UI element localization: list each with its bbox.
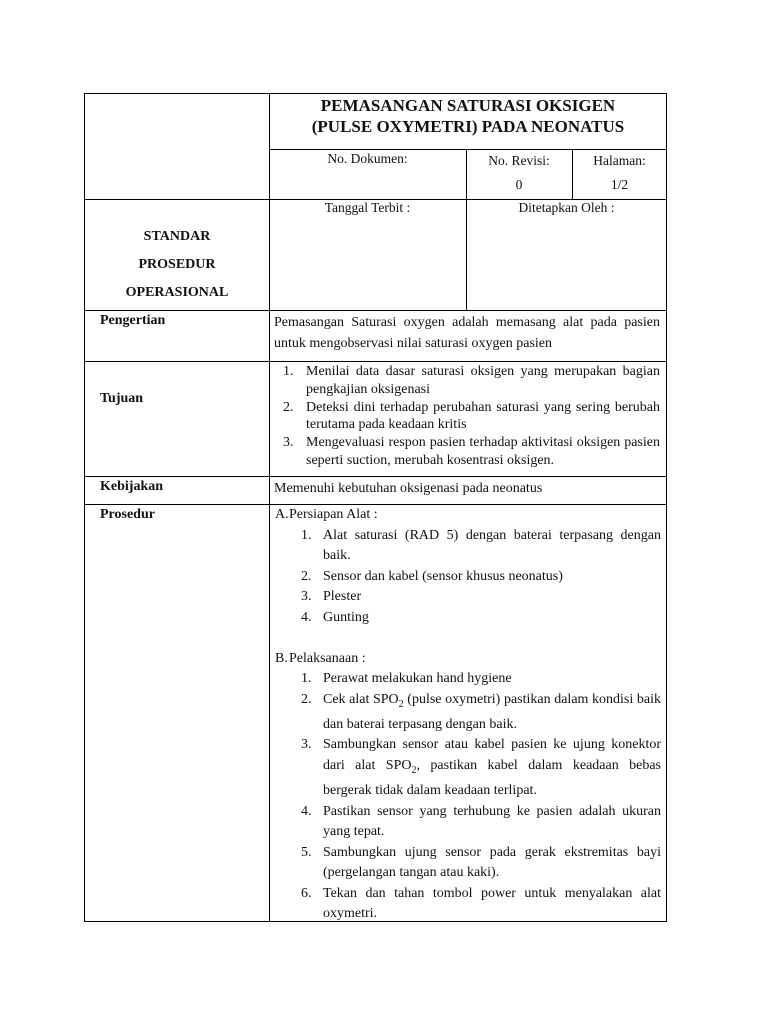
item-text-post: , pastikan kabel dalam keadaan bebas bergerak tidak dalam keadaan terlipat. xyxy=(323,757,661,799)
section-b-title xyxy=(273,649,661,670)
item-text: Sambungkan ujung sensor pada gerak ekstremitas bayi (pergelangan tangan atau kaki). xyxy=(323,844,661,881)
row-divider xyxy=(85,310,667,311)
kebijakan-text: Memenuhi kebutuhan oksigenasi pada neonatus xyxy=(274,481,543,496)
no-dokumen-cell xyxy=(269,149,466,169)
pengertian-label: Pengertian xyxy=(100,313,166,328)
document-title xyxy=(269,94,667,137)
persiapan-item xyxy=(273,587,661,608)
sop-document xyxy=(84,93,667,922)
item-text: Perawat melakukan hand hygiene xyxy=(323,671,512,686)
item-text: Alat saturasi (RAD 5) dengan baterai terpasang dengan baik. xyxy=(323,527,661,563)
section-number: B. xyxy=(275,650,288,666)
item-number: 1. xyxy=(301,527,312,543)
item-text-pre: Sambungkan sensor atau kabel pasien ke ujung konektor dari alat SPO xyxy=(323,737,661,773)
row-divider xyxy=(85,361,667,362)
item-number: 3. xyxy=(283,435,294,451)
persiapan-item xyxy=(273,567,661,588)
subscript: 2 xyxy=(411,764,417,776)
item-number: 1. xyxy=(301,671,312,686)
tujuan-item xyxy=(274,363,660,399)
item-text: Deteksi dini terhadap perubahan saturasi yang sering berubah terutama pada keadaan kritis xyxy=(306,399,660,433)
pelaksanaan-item xyxy=(273,884,661,925)
item-text: Pastikan sensor yang terhubung ke pasien adalah ukuran yang tepat. xyxy=(323,803,661,840)
pelaksanaan-item xyxy=(273,843,661,884)
title-line-2: (PULSE OXYMETRI) PADA NEONATUS xyxy=(311,117,625,136)
item-text: Tekan dan tahan tombol power untuk menyalakan alat oxymetri. xyxy=(323,885,661,922)
item-text-pre: Cek alat SPO xyxy=(323,691,399,707)
pelaksanaan-item xyxy=(273,669,661,690)
item-number: 3. xyxy=(301,737,312,753)
item-number: 6. xyxy=(301,885,312,901)
item-number: 4. xyxy=(301,609,312,625)
section-a-title xyxy=(273,505,661,526)
tanggal-terbit-label: Tanggal Terbit : xyxy=(324,200,411,215)
halaman-value: 1/2 xyxy=(610,177,629,192)
tujuan-item xyxy=(274,434,660,470)
tujuan-list xyxy=(274,363,660,470)
title-line-1: PEMASANGAN SATURASI OKSIGEN xyxy=(320,96,616,115)
sop-label xyxy=(85,223,269,307)
pelaksanaan-item xyxy=(273,690,661,736)
no-revisi-label: No. Revisi: xyxy=(488,153,550,168)
item-text: Menilai data dasar saturasi oksigen yang merupakan bagian pengkajian oksigenasi xyxy=(306,364,660,397)
spacer xyxy=(273,628,661,649)
pelaksanaan-item xyxy=(273,802,661,843)
sop-line-3: OPERASIONAL xyxy=(125,285,229,300)
no-revisi-cell xyxy=(466,149,572,197)
item-text: Gunting xyxy=(323,609,369,625)
pengertian-text: Pemasangan Saturasi oxygen adalah memasang alat pada pasien untuk mengobservasi nilai saturasi oxygen pasien xyxy=(274,315,660,351)
item-number: 1. xyxy=(283,364,294,379)
item-number: 5. xyxy=(301,844,312,860)
row-divider xyxy=(85,476,667,477)
persiapan-item xyxy=(273,526,661,567)
item-text: Mengevaluasi respon pasien terhadap aktivitasi oksigen pasien seperti suction, merubah kosentrasi oksigen. xyxy=(306,435,660,468)
persiapan-item xyxy=(273,608,661,629)
kebijakan-label: Kebijakan xyxy=(100,479,164,494)
prosedur-content xyxy=(273,505,661,925)
item-number: 3. xyxy=(301,589,312,604)
subscript: 2 xyxy=(398,698,404,710)
sop-line-2: PROSEDUR xyxy=(138,257,216,272)
prosedur-label: Prosedur xyxy=(100,507,155,522)
sop-line-1: STANDAR xyxy=(143,229,211,244)
section-number: A. xyxy=(275,507,289,522)
pelaksanaan-item xyxy=(273,735,661,801)
section-title: Pelaksanaan : xyxy=(289,650,366,666)
item-number: 4. xyxy=(301,803,312,819)
item-text-post: (pulse oxymetri) pastikan dalam kondisi baik dan baterai terpasang dengan baik. xyxy=(323,691,661,732)
no-dokumen-label: No. Dokumen: xyxy=(327,151,408,166)
item-number: 2. xyxy=(301,568,312,584)
tujuan-item xyxy=(274,399,660,435)
section-title: Persiapan Alat : xyxy=(289,507,378,522)
halaman-cell xyxy=(572,149,667,197)
column-divider xyxy=(269,94,270,921)
halaman-label: Halaman: xyxy=(593,153,646,168)
item-text: Plester xyxy=(323,589,362,604)
tujuan-label: Tujuan xyxy=(100,391,144,406)
item-number: 2. xyxy=(301,691,312,707)
no-revisi-value: 0 xyxy=(515,177,523,192)
item-text: Sensor dan kabel (sensor khusus neonatus) xyxy=(323,568,563,584)
item-number: 2. xyxy=(283,399,294,415)
ditetapkan-oleh-label: Ditetapkan Oleh : xyxy=(518,200,615,215)
